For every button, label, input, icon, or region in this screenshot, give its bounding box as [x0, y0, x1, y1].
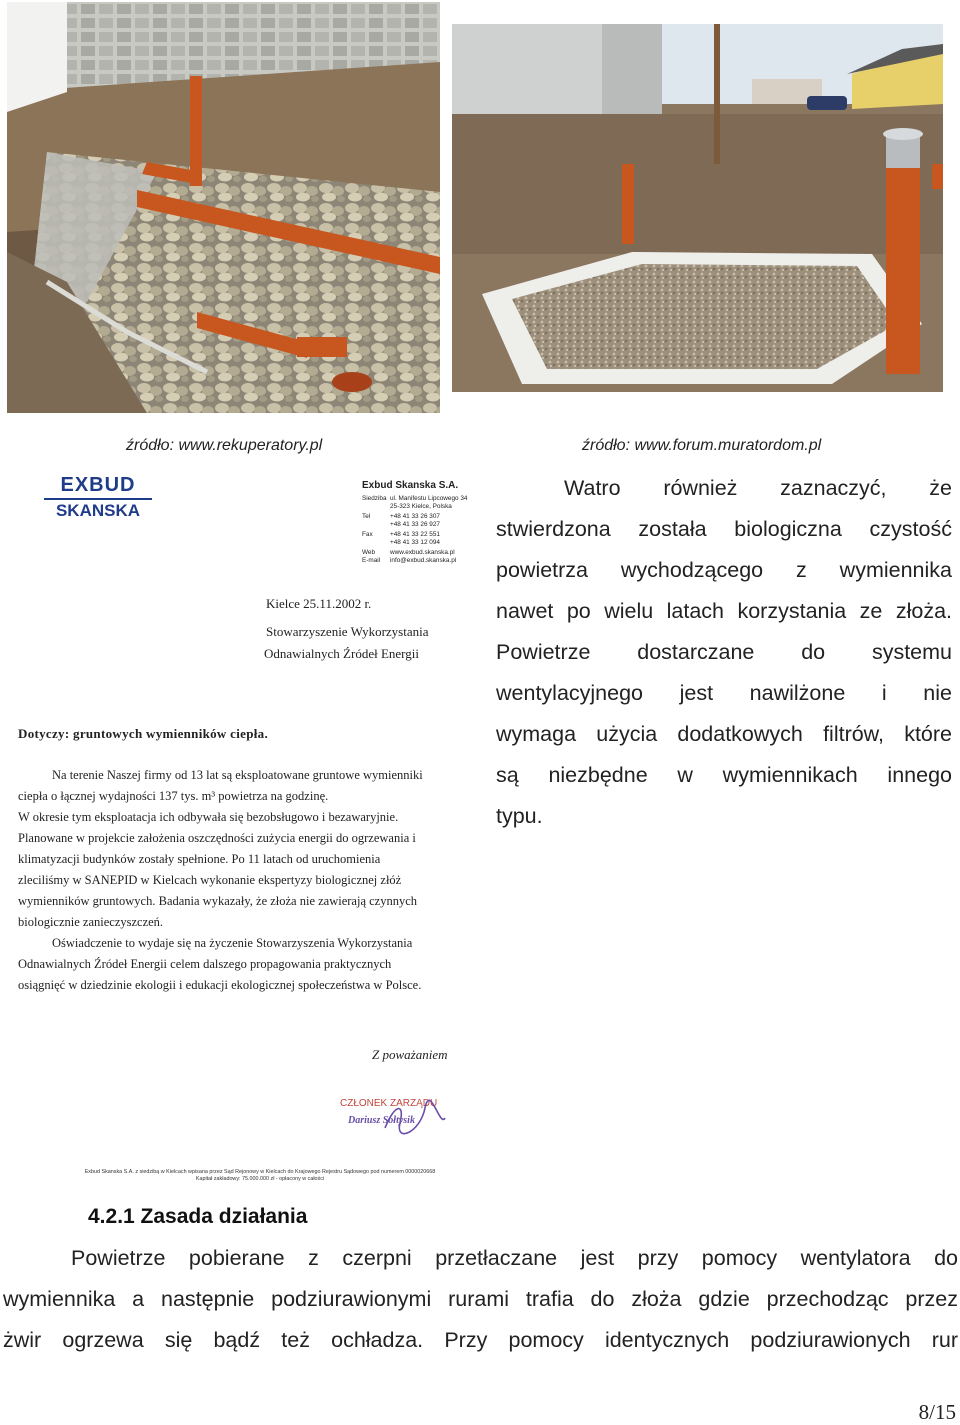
signature-stamp [340, 1098, 450, 1142]
right-paragraph-line: nawet po wielu latach korzystania ze złoża. [496, 599, 952, 623]
letter-body-line: Oświadczenie to wydaje się na życzenie Stowarzyszenia Wykorzystania [52, 936, 413, 950]
left-photo-illustration [7, 2, 440, 413]
contact-value: ul. Manifestu Lipcowego 34 [390, 495, 468, 502]
letter-date: Kielce 25.11.2002 r. [266, 596, 372, 611]
contact-label: Siedziba [362, 495, 387, 502]
recipient-line-1: Stowarzyszenie Wykorzystania [266, 624, 429, 639]
right-paragraph-line: Watro również zaznaczyć, że [564, 476, 952, 500]
contact-value: 25-323 Kielce, Polska [390, 503, 452, 510]
letter-body [18, 765, 480, 996]
right-paragraph-line: wentylacyjnego jest nawilżone i nie [496, 681, 952, 705]
contact-label: Tel [362, 513, 371, 520]
contact-row [362, 549, 477, 557]
letter-subject: Dotyczy: gruntowych wymienników ciepła. [18, 726, 269, 741]
logo-divider [44, 498, 152, 500]
letter-body-line: zleciliśmy w SANEPID w Kielcach wykonanie ekspertyzy biologicznej złóż [18, 873, 402, 887]
letter-body-line: osiągnięć w dziedzinie ekologii i edukacji ekologicznej społeczeństwa w Polsce. [18, 978, 422, 992]
contact-list [362, 495, 477, 565]
right-paragraph-line: stwierdzona została biologiczna czystość [496, 517, 952, 541]
contact-value: +48 41 33 22 551 [390, 531, 440, 538]
contact-value: +48 41 33 26 927 [390, 521, 440, 528]
letter-body-line: klimatyzacji budynków zostały spełnione. Po 11 latach od uruchomienia [18, 852, 381, 866]
company-name: Exbud Skanska S.A. [362, 480, 459, 491]
right-paragraph-line: są niezbędne w wymiennikach innego [496, 763, 952, 787]
right-paragraph [496, 468, 952, 837]
contact-row [362, 539, 477, 547]
letter-body-line: Na terenie Naszej firmy od 13 lat są eksploatowane gruntowe wymienniki [52, 768, 423, 782]
contact-label: E-mail [362, 557, 381, 564]
footer-line-1: Exbud Skanska S.A. z siedzibą w Kielcach wpisana przez Sąd Rejonowy w Kielcach do Krajowego Rejestru Sądowego pod numerem 0000020668 [84, 1169, 436, 1175]
contact-row [362, 513, 477, 521]
right-paragraph-line: typu. [496, 804, 543, 828]
contact-value: info@exbud.skanska.pl [390, 557, 457, 564]
exbud-logo [38, 474, 158, 521]
contact-row [362, 557, 477, 565]
right-photo [452, 24, 943, 392]
footer-line-2: Kapitał zakładowy: 75.000.000 zł - opłacony w całości [195, 1176, 325, 1182]
right-photo-caption: źródło: www.forum.muratordom.pl [582, 437, 822, 454]
contact-label: Web [362, 549, 376, 556]
recipient-line-2: Odnawialnych Źródeł Energii [264, 646, 419, 661]
contact-row [362, 503, 477, 511]
company-header [362, 480, 477, 565]
letter-body-line: biologicznie zanieczyszczeń. [18, 915, 164, 929]
signature-scribble [380, 1098, 450, 1138]
section-paragraph-line: żwir ogrzewa się bądź też ochładza. Przy pomocy identycznych podziurawionych rur [3, 1328, 958, 1352]
letter-body-line: ciepła o łącznej wydajności 137 tys. m³ powietrza na godzinę. [18, 789, 329, 803]
contact-value: +48 41 33 12 094 [390, 539, 440, 546]
letter-body-line: Odnawialnych Źródeł Energii celem dalszego propagowania praktycznych [18, 957, 392, 971]
section-paragraph [3, 1238, 958, 1361]
stamp-line-1: CZŁONEK ZARZĄDU [340, 1098, 438, 1109]
scanned-letter [10, 466, 480, 1191]
section-paragraph-line: wymiennika a następnie podziurawionymi rurami trafia do złoża gdzie przechodząc przez [3, 1287, 958, 1311]
logo-line-1: EXBUD [60, 474, 136, 496]
letter-closing: Z poważaniem [372, 1047, 448, 1062]
right-paragraph-line: powietrza wychodzącego z wymiennika [496, 558, 952, 582]
contact-value: www.exbud.skanska.pl [390, 549, 455, 556]
right-photo-illustration [452, 24, 943, 392]
logo-line-2: SKANSKA [55, 501, 141, 520]
contact-row [362, 521, 477, 529]
letter-body-line: Planowane w projekcie założenia oszczędności zużycia energii do ogrzewania i [18, 831, 416, 845]
contact-row [362, 495, 477, 503]
section-heading: 4.2.1 Zasada działania [88, 1205, 308, 1228]
stamp-line-2: Dariusz Sołtysik [348, 1115, 415, 1126]
section-paragraph-line: Powietrze pobierane z czerpni przetłaczane jest przy pomocy wentylatora do [71, 1246, 958, 1270]
right-paragraph-line: Powietrze dostarczane do systemu [496, 640, 952, 664]
contact-label: Fax [362, 531, 373, 538]
contact-value: +48 41 33 26 307 [390, 513, 440, 520]
letter-footer [40, 1169, 480, 1183]
letter-body-line: wymienników gruntowych. Badania wykazały, że złoża nie zawierają czynnych [18, 894, 418, 908]
left-photo-caption: źródło: www.rekuperatory.pl [126, 437, 323, 454]
right-paragraph-line: wymaga użycia dodatkowych filtrów, które [496, 722, 952, 746]
page-number: 8/15 [918, 1400, 956, 1424]
letter-body-line: W okresie tym eksploatacja ich odbywała się bezobsługowo i bezawaryjnie. [18, 810, 399, 824]
contact-row [362, 531, 477, 539]
left-photo [7, 2, 440, 413]
